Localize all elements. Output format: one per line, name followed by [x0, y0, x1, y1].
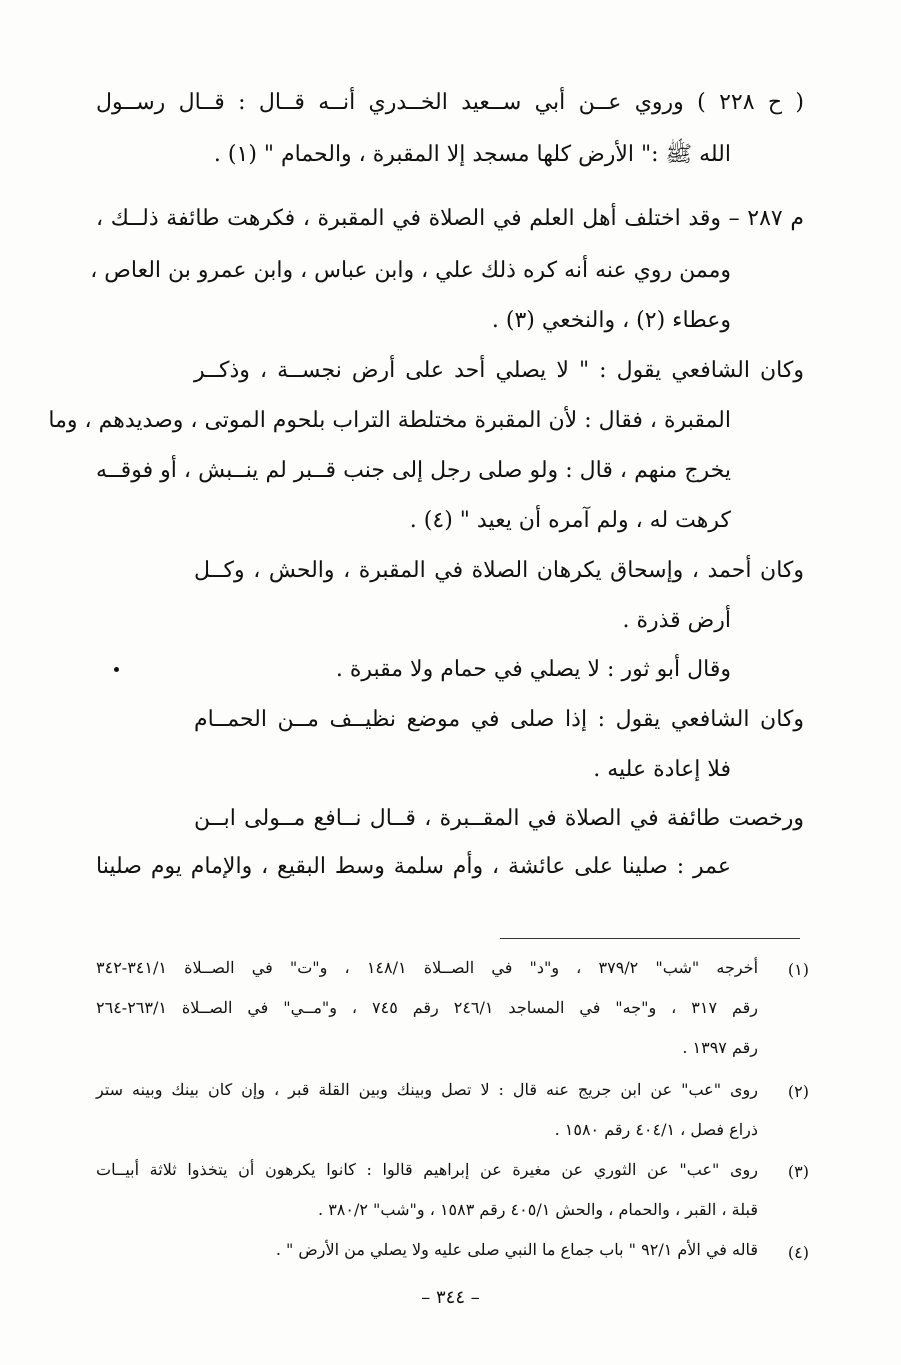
hadith-228-line-1: ( ح ٢٢٨ ) وروي عــن أبي ســعيد الخــدري أنــه قــال : قــال رســول: [96, 90, 804, 115]
shafii2-para-line-2: فلا إعادة عليه .: [593, 757, 731, 782]
hadith-228-line-2: الله ﷺ :" الأرض كلها مسجد إلا المقبرة ، والحمام " (١) .: [213, 142, 731, 167]
abuthawr-para-line-1: وقال أبو ثور : لا يصلي في حمام ولا مقبرة .: [335, 657, 731, 682]
footnote-3-line-1: روى "عب" عن الثوري عن مغيرة عن إبراهيم قالوا : كانوا يكرهون أن يتخذوا ثلاثة أبيــات: [96, 1160, 758, 1179]
footnote-4-number: (٤): [787, 1243, 809, 1262]
shafii-para-line-1: وكان الشافعي يقول : " لا يصلي أحد على أرض نجســة ، وذكــر: [194, 358, 804, 383]
footnote-1-line-2: رقم ٣١٧ ، و"جه" في المساجد ٢٤٦/١ رقم ٧٤٥ ، و"مــي" في الصــلاة ٢٦٣/١-٢٦٤: [96, 998, 759, 1017]
footnote-separator: [500, 938, 800, 939]
footnote-3-number: (٣): [787, 1162, 809, 1181]
footnote-1-line-1: أخرجه "شب" ٣٧٩/٢ ، و"د" في الصــلاة ١٤٨/١ ، و"ت" في الصــلاة ٣٤١/١-٣٤٢: [96, 958, 759, 977]
shafii-para-line-4: كرهت له ، ولم آمره أن يعيد " (٤) .: [409, 508, 731, 533]
footnote-1-line-3: رقم ١٣٩٧ .: [682, 1038, 758, 1057]
footnote-4-line-1: قاله في الأم ٩٢/١ " باب جماع ما النبي صلى عليه ولا يصلي من الأرض " .: [275, 1240, 758, 1259]
para-287-line-2: وممن روي عنه أنه كره ذلك علي ، وابن عباس ، وابن عمرو بن العاص ،: [90, 258, 731, 283]
ahmad-para-line-1: وكان أحمد ، وإسحاق يكرهان الصلاة في المقبرة ، والحش ، وكــل: [194, 558, 804, 583]
page-number: – ٣٤٤ –: [421, 1287, 480, 1308]
ahmad-para-line-2: أرض قذرة .: [622, 608, 731, 633]
footnote-2-number: (٢): [787, 1082, 809, 1101]
footnote-2-line-2: ذراع فصل ، ٤٠٤/١ رقم ١٥٨٠ .: [554, 1120, 758, 1139]
stray-dot-mark: [114, 667, 119, 672]
shafii-para-line-2: المقبرة ، فقال : لأن المقبرة مختلطة التراب بلحوم الموتى ، وصديدهم ، وما: [48, 408, 731, 433]
rukhsa-para-line-2: عمر : صلينا على عائشة ، وأم سلمة وسط البقيع ، والإمام يوم صلينا: [96, 854, 731, 879]
footnote-2-line-1: روى "عب" عن ابن جريج عنه قال : لا تصل وبينك وبين القلة قبر ، وإن كان بينك وبينه ستر: [96, 1080, 758, 1099]
para-287-line-1: م ٢٨٧ – وقد اختلف أهل العلم في الصلاة في المقبرة ، فكرهت طائفة ذلــك ،: [96, 206, 804, 231]
rukhsa-para-line-1: ورخصت طائفة في الصلاة في المقــبرة ، قــال نــافع مــولى ابــن: [194, 806, 804, 831]
shafii2-para-line-1: وكان الشافعي يقول : إذا صلى في موضع نظيــف مــن الحمــام: [194, 707, 804, 732]
footnote-3-line-2: قبلة ، القبر ، والحمام ، والحش ٤٠٥/١ رقم ١٥٨٣ ، و"شب" ٣٨٠/٢ .: [318, 1200, 758, 1219]
shafii-para-line-3: يخرج منهم ، قال : ولو صلى رجل إلى جنب قــبر لم ينــبش ، أو فوقــه: [96, 458, 731, 483]
para-287-line-3: وعطاء (٢) ، والنخعي (٣) .: [491, 308, 731, 333]
footnote-1-number: (١): [787, 960, 809, 979]
